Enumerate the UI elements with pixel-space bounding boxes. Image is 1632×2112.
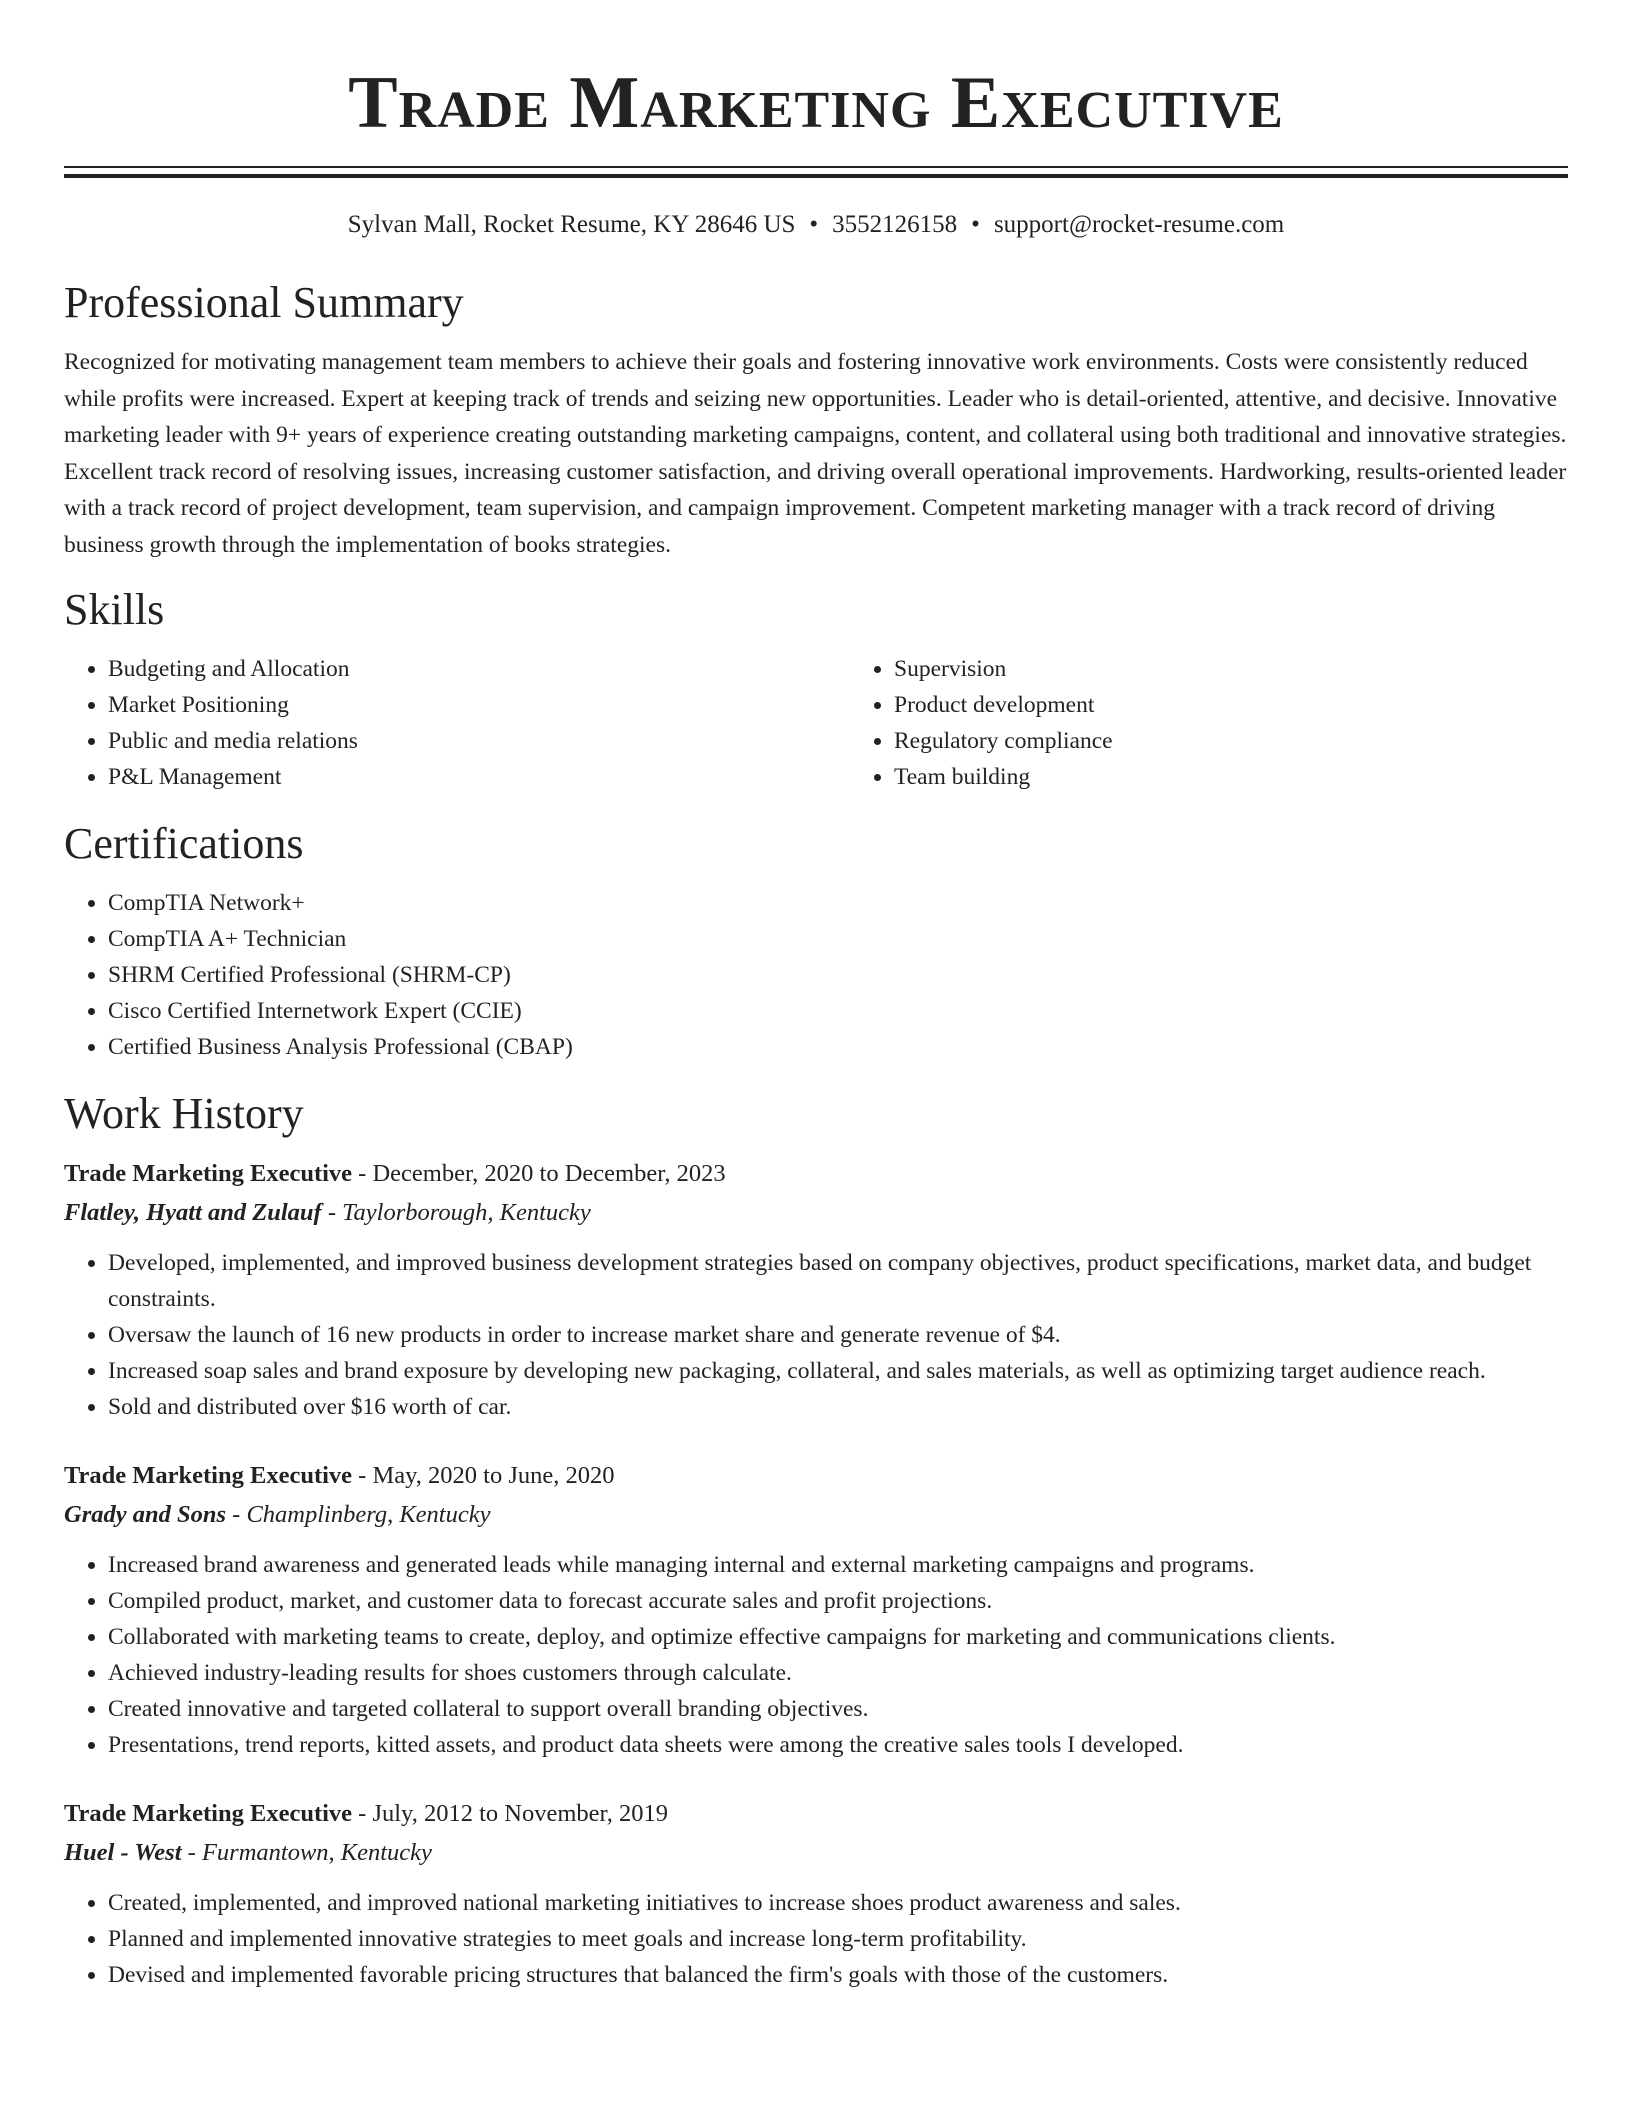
skill-item: • Budgeting and Allocation xyxy=(108,651,850,687)
job-bullet: • Collaborated with marketing teams to create, deploy, and optimize effective campaigns for marketing and communications clients. xyxy=(108,1619,1568,1655)
skill-item: • Public and media relations xyxy=(108,723,850,759)
job-bullet: • Developed, implemented, and improved business development strategies based on company objectives, product specifications, market data, and budget constraints. xyxy=(108,1245,1568,1317)
contact-email: support@rocket-resume.com xyxy=(993,211,1285,238)
job-entry xyxy=(64,1457,1568,1763)
resume-title: Trade Marketing Executive xyxy=(348,62,1284,144)
certification-item: • CompTIA A+ Technician xyxy=(108,921,1568,957)
certification-item: • Certified Business Analysis Professional (CBAP) xyxy=(108,1029,1568,1065)
contact-line xyxy=(64,208,1568,242)
job-company: Flatley, Hyatt and Zulauf xyxy=(64,1199,322,1226)
skill-item: • Product development xyxy=(894,687,1632,723)
job-bullet: • Oversaw the launch of 16 new products in order to increase market share and generate revenue of $4. xyxy=(108,1317,1568,1353)
section-heading-certifications: Certifications xyxy=(64,819,304,868)
contact-separator: • xyxy=(971,211,980,238)
certifications-list xyxy=(64,885,1568,1065)
job-company-line: Huel - West - Furmantown, Kentucky xyxy=(64,1839,432,1866)
job-entry xyxy=(64,1795,1568,1993)
job-bullets xyxy=(64,1547,1568,1763)
job-header: Trade Marketing Executive - May, 2020 to June, 2020 xyxy=(64,1462,615,1489)
job-location: Furmantown, Kentucky xyxy=(201,1839,432,1866)
job-dates: December, 2020 to December, 2023 xyxy=(372,1160,726,1187)
job-title: Trade Marketing Executive xyxy=(64,1462,353,1489)
skills-list-left xyxy=(64,651,850,795)
section-heading-skills: Skills xyxy=(64,585,165,634)
skill-item: • Market Positioning xyxy=(108,687,850,723)
skill-item: • Team building xyxy=(894,759,1632,795)
job-bullet: • Created, implemented, and improved national marketing initiatives to increase shoes product awareness and sales. xyxy=(108,1885,1568,1921)
section-heading-work-history: Work History xyxy=(64,1089,304,1138)
certification-item: • CompTIA Network+ xyxy=(108,885,1568,921)
title-rule-thick xyxy=(64,174,1568,178)
skills-list-right xyxy=(850,651,1632,795)
job-title: Trade Marketing Executive xyxy=(64,1160,353,1187)
skills-columns xyxy=(64,651,1568,795)
job-dates: July, 2012 to November, 2019 xyxy=(372,1800,668,1827)
job-bullet: • Planned and implemented innovative strategies to meet goals and increase long-term profitability. xyxy=(108,1921,1568,1957)
job-bullet: • Increased brand awareness and generated leads while managing internal and external marketing campaigns and programs. xyxy=(108,1547,1568,1583)
title-rule-thin xyxy=(64,166,1568,168)
skill-item: • Regulatory compliance xyxy=(894,723,1632,759)
job-bullets xyxy=(64,1245,1568,1425)
job-header: Trade Marketing Executive - December, 2020 to December, 2023 xyxy=(64,1160,726,1187)
job-location: Taylorborough, Kentucky xyxy=(342,1199,591,1226)
job-title: Trade Marketing Executive xyxy=(64,1800,353,1827)
section-heading-summary: Professional Summary xyxy=(64,278,464,327)
job-bullet: • Achieved industry-leading results for shoes customers through calculate. xyxy=(108,1655,1568,1691)
job-bullet: • Devised and implemented favorable pricing structures that balanced the firm's goals with those of the customers. xyxy=(108,1957,1568,1993)
contact-address: Sylvan Mall, Rocket Resume, KY 28646 US xyxy=(347,211,796,238)
job-company-line: Flatley, Hyatt and Zulauf - Taylorborough, Kentucky xyxy=(64,1199,591,1226)
job-bullet: • Created innovative and targeted collateral to support overall branding objectives. xyxy=(108,1691,1568,1727)
job-bullet: • Presentations, trend reports, kitted assets, and product data sheets were among the creative sales tools I developed. xyxy=(108,1727,1568,1763)
job-bullet: • Compiled product, market, and customer data to forecast accurate sales and profit projections. xyxy=(108,1583,1568,1619)
contact-phone: 3552126158 xyxy=(832,211,958,238)
certification-item: • Cisco Certified Internetwork Expert (CCIE) xyxy=(108,993,1568,1029)
job-bullet: • Sold and distributed over $16 worth of car. xyxy=(108,1389,1568,1425)
job-company: Huel - West xyxy=(64,1839,182,1866)
contact-separator: • xyxy=(809,211,819,238)
skill-item: • P&L Management xyxy=(108,759,850,795)
job-dates: May, 2020 to June, 2020 xyxy=(372,1462,615,1489)
job-company: Grady and Sons xyxy=(64,1501,227,1528)
job-header: Trade Marketing Executive - July, 2012 to November, 2019 xyxy=(64,1800,668,1827)
job-bullets xyxy=(64,1885,1568,1993)
summary-text: Recognized for motivating management team members to achieve their goals and fostering innovative work environments. Costs were consistently reduced while profits were increased. Expert at keeping track of trends and seizing new opportunities. Leader who is detail-oriented, attentive, and decisive. Innovative marketing leader with 9+ years of experience creating outstanding marketing campaigns, content, and collateral using both traditional and innovative strategies. Excellent track record of resolving issues, increasing customer satisfaction, and driving overall operational improvements. Hardworking, results-oriented leader with a track record of project development, team supervision, and campaign improvement. Competent marketing manager with a track record of driving business growth through the implementation of books strategies. xyxy=(64,349,1567,558)
job-entry xyxy=(64,1155,1568,1425)
job-company-line: Grady and Sons - Champlinberg, Kentucky xyxy=(64,1501,491,1528)
certification-item: • SHRM Certified Professional (SHRM-CP) xyxy=(108,957,1568,993)
skill-item: • Supervision xyxy=(894,651,1632,687)
job-bullet: • Increased soap sales and brand exposure by developing new packaging, collateral, and sales materials, as well as optimizing target audience reach. xyxy=(108,1353,1568,1389)
job-location: Champlinberg, Kentucky xyxy=(246,1501,491,1528)
